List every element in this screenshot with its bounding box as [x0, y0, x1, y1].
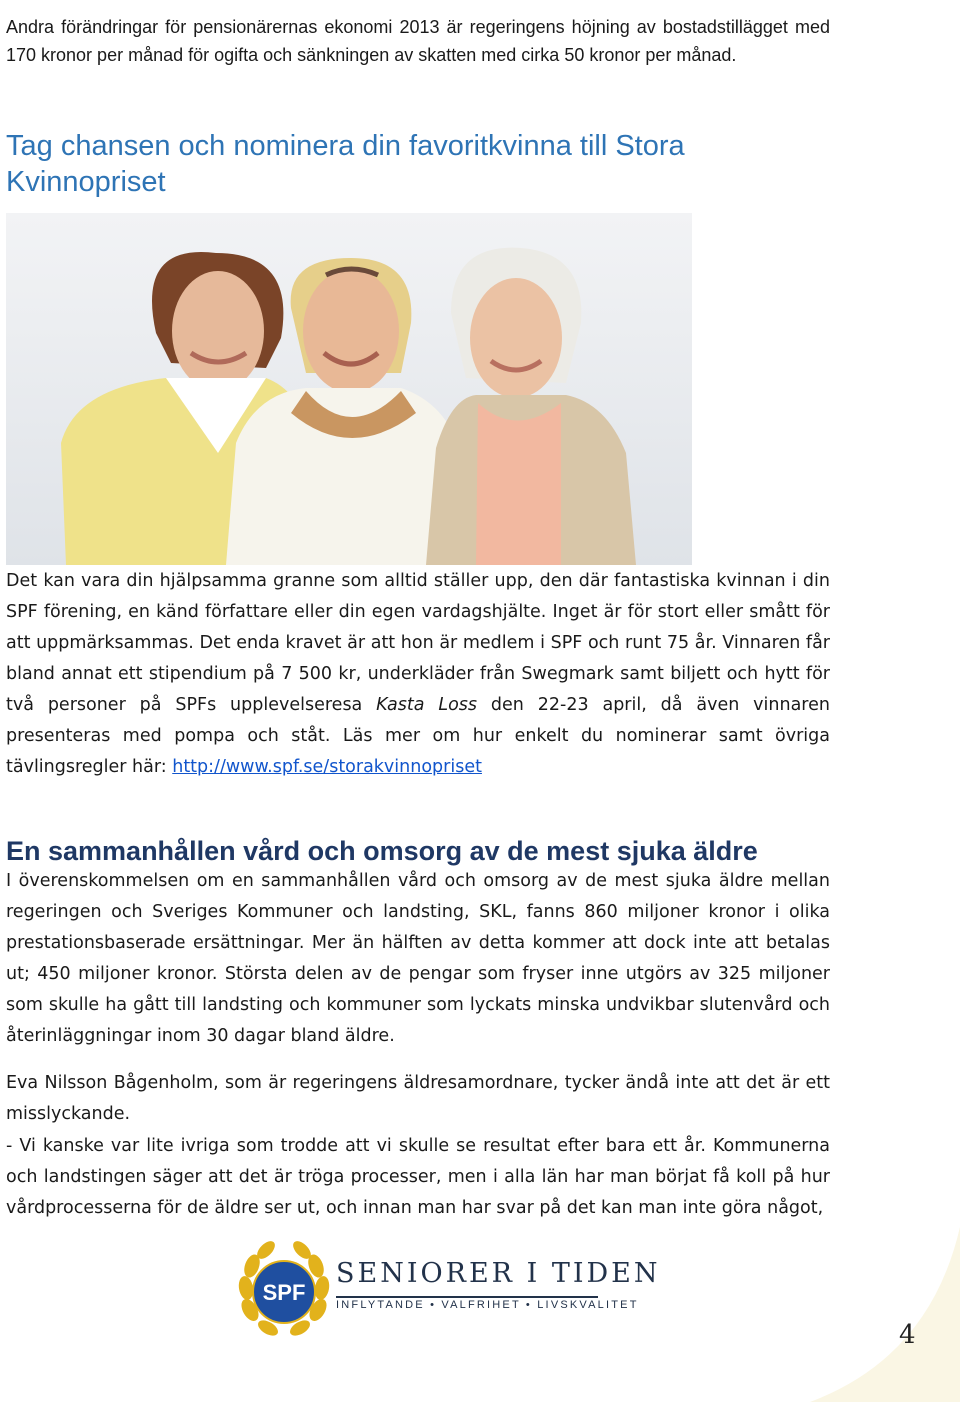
emblem-text: SPF [262, 1280, 306, 1305]
section2-paragraph-1: I överenskommelsen om en sammanhållen vård och omsorg av de mest sjuka äldre mellan regeringen och Sveriges Kommuner och landsting, SKL, fanns 860 miljoner kronor i olika prestationsbaserade ersättningar. Mer än hälften av detta kommer att dock inte att betalas ut; 450 miljoner kronor. Största delen av de pengar som fryser inne utgörs av 325 miljoner som skulle ha gått till landsting och kommuner som lyckats minska undvikbar slutenvård och återinläggningar inom 30 dagar bland äldre. [6, 871, 830, 1046]
spf-emblem-icon [238, 1240, 330, 1344]
section2-body [6, 866, 830, 1052]
section2-body-2 [6, 1068, 830, 1130]
page-corner-decoration [810, 1227, 960, 1402]
section1-body [6, 566, 830, 783]
section1-heading: Tag chansen och nominera din favoritkvinna till Stora Kvinnopriset [6, 130, 685, 198]
page-number: 4 [899, 1320, 916, 1350]
section2-body-3 [6, 1131, 830, 1224]
section1-text-b: den 22-23 april, då även vinnaren presenteras med pompa och ståt. Läs mer om hur enkelt du nominerar samt övriga tävlingsregler här: [6, 695, 830, 777]
logo-divider [336, 1296, 598, 1298]
section2-paragraph-3: - Vi kanske var lite ivriga som trodde att vi skulle se resultat efter bara ett år. Kommunerna och landstingen säger att det är tröga processer, men i alla län har man börjat få koll på hur vårdprocesserna för de äldre ser ut, och innan man har svar på det kan man inte göra något, [6, 1136, 830, 1218]
section2-heading: En sammanhållen vård och omsorg av de mest sjuka äldre [6, 836, 758, 866]
logo-subtitle: INFLYTANDE • VALFRIHET • LIVSKVALITET [336, 1299, 639, 1311]
section2-paragraph-2: Eva Nilsson Bågenholm, som är regeringens äldresamordnare, tycker ändå inte att det är ett misslyckande. [6, 1073, 830, 1124]
intro-paragraph: Andra förändringar för pensionärernas ekonomi 2013 är regeringens höjning av bostadstillägget med 170 kronor per månad för ogifta och sänkningen av skatten med cirka 50 kronor per månad. [6, 17, 830, 65]
logo-title: SENIORER I TIDEN [336, 1258, 661, 1289]
section1-paragraph [6, 566, 830, 783]
section1-italic-title: Kasta Loss [376, 695, 478, 715]
photo-three-women [6, 213, 692, 565]
storakvinnopriset-link[interactable]: http://www.spf.se/storakvinnopriset [172, 757, 482, 777]
section1-text-a: Det kan vara din hjälpsamma granne som alltid ställer upp, den där fantastiska kvinnan i din SPF förening, en känd författare eller din egen vardagshjälte. Inget är för stort eller smått för att uppmärksammas. Det enda kravet är att hon är medlem i SPF och runt 75 år. Vinnaren får bland annat ett stipendium på 7 500 kr, underkläder från Swegmark samt biljett och hytt för två personer på SPFs upplevelseresa [6, 571, 830, 715]
